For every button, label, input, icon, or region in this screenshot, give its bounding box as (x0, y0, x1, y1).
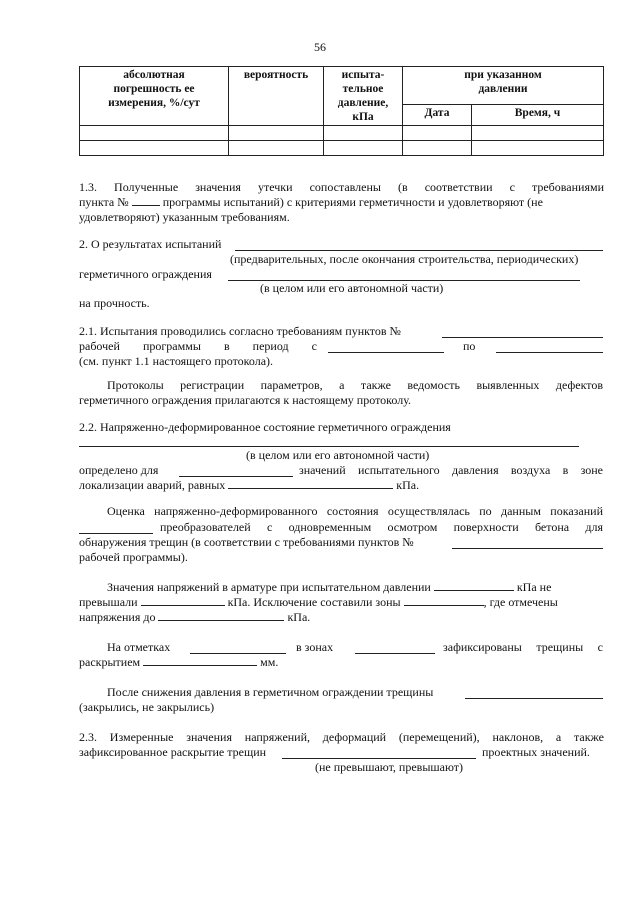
s22-r1c: зафиксированы трещины с (443, 640, 603, 654)
s21-para2: герметичного ограждения прилагаются к настоящему протоколу. (79, 393, 411, 407)
blank-line (355, 653, 435, 654)
col-header-pressure: испыта- тельное давление, кПа (324, 67, 403, 126)
s21-para1: Протоколы регистрации параметров, а также ведомость выявленных дефектов (107, 378, 603, 392)
s22-r2: раскрытием мм. (79, 655, 279, 669)
blank-line (282, 758, 476, 759)
blank-line (328, 352, 444, 353)
s22-q1: Значения напряжений в арматуре при испытательном давлении кПа не (107, 580, 552, 594)
s22-para2: преобразователей с одновременным осмотром поверхности бетона для (160, 520, 603, 534)
col-header-time: Время, ч (472, 105, 604, 126)
s22-r1b: в зонах (296, 640, 334, 654)
s22-para1: Оценка напряженно-деформированного состояния осуществлялась по данным показаний (107, 504, 603, 518)
s2-line2: герметичного ограждения (79, 267, 212, 281)
results-table (79, 66, 604, 156)
s22-para3: обнаружения трещин (в соответствии с требованиями пунктов № (79, 535, 414, 549)
col-header-error: абсолютная погрешность ее измерения, %/сут (80, 67, 229, 126)
s23-line2b: проектных значений. (482, 745, 590, 759)
col-header-at-pressure: при указанном давлении (403, 67, 604, 105)
s22-s1: После снижения давления в герметичном ограждении трещины (107, 685, 434, 699)
blank-line (79, 446, 579, 447)
blank-line (79, 533, 153, 534)
s22-q2: превышали кПа. Исключение составили зоны , где отмечены (79, 595, 558, 609)
s13-line2: пункта № программы испытаний) с критериями герметичности и удовлетворяют (не (79, 195, 543, 209)
s23-line1: 2.3. Измеренные значения напряжений, деформаций (перемещений), наклонов, а также (79, 730, 604, 744)
col-header-date: Дата (403, 105, 472, 126)
s22-r1a: На отметках (107, 640, 171, 654)
s22-s2: (закрылись, не закрылись) (79, 700, 215, 714)
s2-line3: на прочность. (79, 296, 150, 310)
s2-line1: 2. О результатах испытаний (79, 237, 222, 251)
page-number: 56 (314, 40, 326, 54)
s21-line2a: рабочей программы в период с (79, 339, 317, 353)
s2-note1: (предварительных, после окончания строительства, периодических) (230, 252, 579, 266)
blank-line (179, 476, 293, 477)
s22-line1: 2.2. Напряженно-деформированное состояние герметичного ограждения (79, 420, 451, 434)
table-row (80, 126, 604, 141)
col-header-probability: вероятность (229, 67, 324, 126)
blank-line (190, 653, 286, 654)
s21-line1: 2.1. Испытания проводились согласно требованиям пунктов № (79, 324, 401, 338)
blank-line (465, 698, 603, 699)
s22-line2a: определено для (79, 463, 159, 477)
blank-line (442, 337, 603, 338)
s22-para4: рабочей программы). (79, 550, 188, 564)
table-row (80, 141, 604, 156)
s23-note: (не превышают, превышают) (315, 760, 464, 774)
s22-q3: напряжения до кПа. (79, 610, 311, 624)
blank-line (235, 250, 603, 251)
s21-line2b: по (463, 339, 476, 353)
s21-line3: (см. пункт 1.1 настоящего протокола). (79, 354, 274, 368)
s13-line1: 1.3. Полученные значения утечки сопоставлены (в соответствии с требованиями (79, 180, 604, 194)
s23-line2a: зафиксированное раскрытие трещин (79, 745, 267, 759)
s2-note2: (в целом или его автономной части) (260, 281, 444, 295)
s22-note: (в целом или его автономной части) (246, 448, 430, 462)
s22-line2b: значений испытательного давления воздуха в зоне (299, 463, 603, 477)
s22-line3: локализации аварий, равных кПа. (79, 478, 420, 492)
blank-line (496, 352, 603, 353)
blank-line (452, 548, 603, 549)
s13-line3: удовлетворяют) указанным требованиям. (79, 210, 290, 224)
